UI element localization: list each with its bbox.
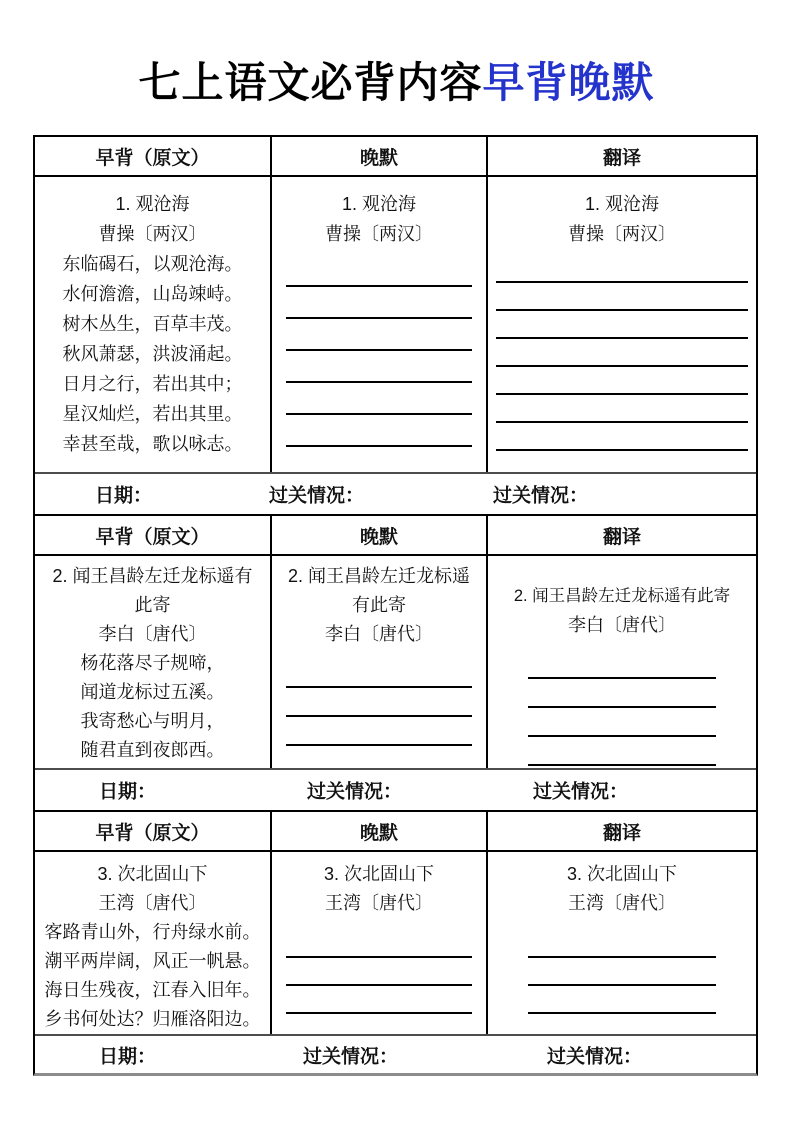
answer-blank-line: [528, 1014, 716, 1034]
worksheet-table: [33, 135, 758, 1076]
poem-title: 2. 闻王昌龄左迁龙标遥有: [52, 566, 253, 586]
poem-line: 闻道龙标过五溪。: [80, 682, 225, 702]
answer-blank-line: [528, 708, 716, 737]
answer-blank-line: [286, 986, 472, 1014]
answer-blank-line: [496, 395, 748, 423]
date-label: 日期：: [99, 781, 157, 803]
column-header-morning: 早背（原文）: [35, 137, 272, 175]
content-row: [35, 177, 756, 472]
date-label: 日期：: [95, 485, 153, 507]
column-header-morning: 早背（原文）: [35, 812, 272, 850]
answer-blank-line: [528, 737, 716, 766]
poem-title: 2. 闻王昌龄左迁龙标遥有此寄: [513, 587, 731, 605]
answer-blank-line: [286, 958, 472, 986]
poem-author: 曹操〔两汉〕: [325, 224, 433, 244]
column-header-translation: 翻译: [602, 526, 641, 548]
answer-blank-line: [496, 339, 748, 367]
poem-title: 有此寄: [352, 595, 406, 615]
answer-blank-line: [286, 717, 472, 746]
answer-blank-line: [286, 287, 472, 319]
answer-blank-line: [286, 255, 472, 287]
poem-line: 幸甚至哉，歌以咏志。: [62, 434, 243, 454]
poem-title: 3. 次北固山下: [566, 864, 677, 884]
section-poem-3: [35, 812, 756, 1073]
header-row: [35, 137, 756, 177]
header-row: [35, 516, 756, 556]
pass-status-label-translation: 过关情况：: [493, 485, 589, 507]
answer-blank-line: [286, 383, 472, 415]
poem-line: 日月之行，若出其中；: [62, 374, 243, 394]
answer-blank-line: [528, 958, 716, 986]
answer-blank-line: [286, 351, 472, 383]
poem-title: 3. 次北固山下: [97, 864, 208, 884]
pass-status-label-translation: 过关情况：: [547, 1046, 643, 1067]
poem-line: 秋风萧瑟，洪波涌起。: [62, 344, 243, 364]
poem-title: 2. 闻王昌龄左迁龙标遥: [287, 566, 470, 586]
translation-cell: [488, 852, 756, 1034]
pass-status-label-evening: 过关情况：: [269, 485, 365, 507]
answer-blank-line: [528, 930, 716, 958]
column-header-evening: 晚默: [272, 137, 488, 175]
poem-author: 王湾〔唐代〕: [568, 893, 676, 913]
column-header-translation: 翻译: [602, 822, 641, 844]
answer-blank-line: [286, 415, 472, 447]
answer-blank-line: [528, 650, 716, 679]
answer-blank-line: [496, 311, 748, 339]
answer-blank-line: [496, 283, 748, 311]
column-header-evening: 晚默: [272, 516, 488, 554]
pass-status-label-evening: 过关情况：: [307, 781, 403, 803]
poem-line: 潮平两岸阔，风正一帆悬。: [44, 951, 261, 971]
poem-author: 李白〔唐代〕: [568, 615, 676, 635]
poem-line: 客路青山外，行舟绿水前。: [44, 922, 261, 942]
page-title-highlight: 早背晚默: [482, 61, 655, 107]
column-header-evening: 晚默: [272, 812, 488, 850]
evening-cell: [272, 852, 488, 1034]
poem-title: 1. 观沧海: [584, 194, 659, 214]
footer-row: [35, 768, 756, 810]
evening-cell: [272, 177, 488, 472]
answer-blank-line: [286, 1014, 472, 1034]
content-row: [35, 852, 756, 1034]
page-title-black: 七上语文必背内容: [138, 61, 483, 107]
poem-line: 我寄愁心与明月，: [80, 711, 225, 731]
poem-line: 东临碣石，以观沧海。: [62, 254, 243, 274]
poem-title: 1. 观沧海: [341, 194, 416, 214]
footer-row: [35, 1034, 756, 1073]
poem-author: 李白〔唐代〕: [98, 624, 207, 644]
poem-author: 王湾〔唐代〕: [325, 893, 433, 913]
section-poem-2: [35, 516, 756, 812]
poem-line: 海日生残夜，江春入旧年。: [44, 980, 261, 1000]
translation-cell: [488, 177, 756, 472]
poem-author: 曹操〔两汉〕: [568, 224, 676, 244]
pass-status-label-translation: 过关情况：: [533, 781, 629, 803]
answer-blank-line: [528, 679, 716, 708]
answer-blank-line: [496, 255, 748, 283]
poem-line: 随君直到夜郎西。: [80, 740, 225, 760]
date-label: 日期：: [99, 1046, 157, 1067]
poem-line: 杨花落尽子规啼，: [80, 653, 225, 673]
answer-blank-line: [496, 451, 748, 472]
poem-line: 水何澹澹，山岛竦峙。: [62, 284, 243, 304]
answer-blank-line: [286, 659, 472, 688]
poem-title: 1. 观沧海: [115, 194, 190, 214]
page-title: [0, 0, 793, 108]
poem-author: 李白〔唐代〕: [325, 624, 433, 644]
poem-author: 王湾〔唐代〕: [98, 893, 207, 913]
answer-blank-line: [496, 367, 748, 395]
column-header-morning: 早背（原文）: [35, 516, 272, 554]
evening-cell: [272, 556, 488, 768]
answer-blank-line: [528, 986, 716, 1014]
poem-title: 3. 次北固山下: [323, 864, 434, 884]
footer-row: [35, 472, 756, 514]
column-header-translation: 翻译: [602, 147, 641, 169]
poem-line: 星汉灿烂，若出其里。: [62, 404, 243, 424]
morning-cell: [35, 852, 272, 1034]
morning-cell: [35, 177, 272, 472]
answer-blank-line: [496, 423, 748, 451]
morning-cell: [35, 556, 272, 768]
poem-author: 曹操〔两汉〕: [98, 224, 207, 244]
answer-blank-line: [286, 930, 472, 958]
pass-status-label-evening: 过关情况：: [303, 1046, 399, 1067]
poem-title: 此寄: [134, 595, 171, 615]
answer-blank-line: [286, 447, 472, 472]
poem-line: 乡书何处达？归雁洛阳边。: [44, 1009, 261, 1029]
answer-blank-line: [286, 319, 472, 351]
translation-cell: [488, 556, 756, 768]
poem-line: 树木丛生，百草丰茂。: [62, 314, 243, 334]
header-row: [35, 812, 756, 852]
answer-blank-line: [286, 688, 472, 717]
content-row: [35, 556, 756, 768]
answer-blank-line: [286, 746, 472, 768]
section-poem-1: [35, 137, 756, 516]
